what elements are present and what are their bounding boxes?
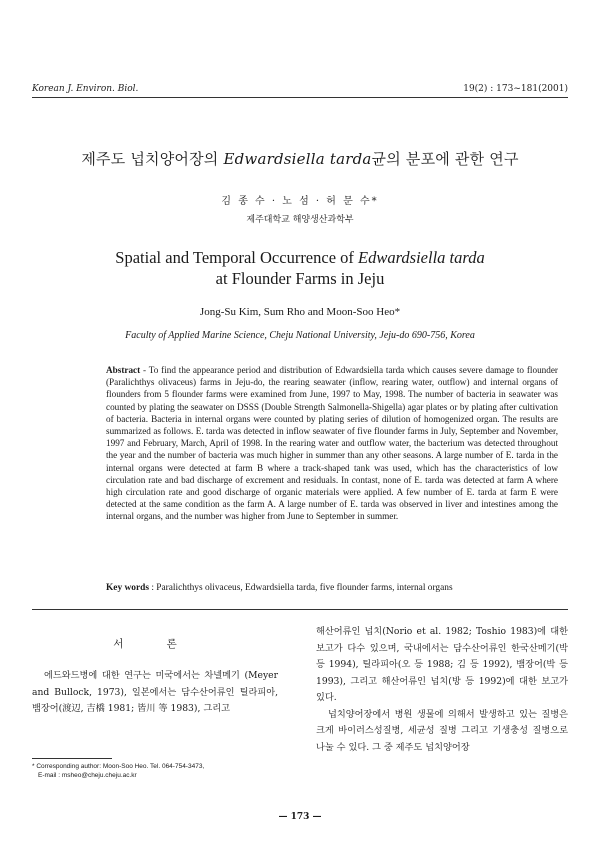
section-title: 서 론 <box>113 638 197 650</box>
title-korean <box>0 148 600 169</box>
page-number: — 173 — <box>278 812 322 822</box>
header-rule <box>32 97 568 98</box>
footnote-line1: * Corresponding author: Moon-Soo Heo. Tel. 064-754-3473, <box>32 763 205 770</box>
keywords-label: Key words <box>106 583 149 593</box>
volume-info: 19(2) : 173~181(2001) <box>463 84 568 94</box>
abstract <box>106 364 558 523</box>
title-korean-species: Edwardsiella tarda <box>223 150 372 168</box>
affiliation-korean: 제주대학교 해양생산과학부 <box>246 215 354 225</box>
title-korean-part2: 균의 분포에 관한 연구 <box>371 150 519 168</box>
left-column <box>32 668 278 718</box>
right-paragraph-1: 해산어류인 넙치(Norio et al. 1982; Toshio 1983)에 대한 보고가 다수 있으며, 국내에서는 담수산어류인 한국산메기(박 등 1994), 틸라피아(오 등 1988; 김 등 1992), 뱀장어(박 등 1993), 그리고 해산어류인 넙치(방 등 1992)에 대한 보고가 있다. <box>316 626 568 703</box>
right-column <box>316 624 568 756</box>
right-paragraph-2: 넙치양어장에서 병원 생물에 의해서 발생하고 있는 질병은 크게 바이러스성질병, 세균성 질병 그리고 기생충성 질병으로 나눌 수 있다. 그 중 제주도 넙치양어장 <box>316 708 568 753</box>
title-english-species: Edwardsiella tarda <box>358 248 485 267</box>
keywords-text: : Paralichthys olivaceus, Edwardsiella tarda, five flounder farms, internal organs <box>148 583 453 593</box>
title-korean-part1: 제주도 넙치양어장의 <box>81 150 224 168</box>
left-paragraph-1: 에드와드병에 대한 연구는 미국에서는 차넬메기 (Meyer and Bullock, 1973), 일본에서는 담수산어류인 틸라피아, 뱀장어(渡辺, 吉橋 1981; 皆川 等 1983), 그리고 <box>32 670 278 714</box>
authors-korean: 김 종 수 · 노 섬 · 허 문 수* <box>221 196 379 207</box>
title-english-line1 <box>0 247 600 268</box>
title-english-line2: at Flounder Farms in Jeju <box>215 269 385 288</box>
body-rule <box>32 609 568 610</box>
title-english <box>0 247 600 289</box>
footnote-line2: E-mail : msheo@cheju.cheju.ac.kr <box>38 772 137 779</box>
keywords <box>106 583 558 593</box>
footnote-rule <box>32 758 112 759</box>
journal-name: Korean J. Environ. Biol. <box>32 84 139 94</box>
running-header <box>32 84 568 94</box>
abstract-text: - To find the appearance period and distribution of Edwardsiella tarda which causes severe damage to flounder (Paralichthys olivaceus) farms in Jeju-do, the rearing seawater (inflow, rearing water, outflow) and internal organs of flounders from 5 flounder farms were examined from June, 1997 to May, 1998. The number of bacteria in seawater was counted by plating the seawater on DSSS (Double Strength Salmonella-Shigella) agar plates or by plating after cultivation of bacteria. Bacteria in internal organs were counted by plating series of dilution of homogenized organ. The results are summarized as follows. E. tarda was detected in inflow seawater of five flounder farms in July, September and November, 1997 and February, March, April of 1998. In the rearing water and outflow water, the bacterium was detected throughout the year and the number of bacteria was much higher in summer than any other seasons. A large number of E. tarda in the internal organs were detected at farm B where a track-shaped tank was used, which has the characteristics of low circulation rate and bad discharge of excrement and residuals. In contast, none of E. tarda was detected at farm A where high circulation rate and good discharge of organic materials were applied. A few number of E. tarda at farm E were detected at the same condition as the farm A. A large number of E. tarda was observed in liver and intestines among the internal organs, and the number was higher from June to September in summer. <box>106 365 558 522</box>
abstract-label: Abstract <box>106 365 141 375</box>
authors-english: Jong-Su Kim, Sum Rho and Moon-Soo Heo* <box>199 306 401 318</box>
affiliation-english: Faculty of Applied Marine Science, Cheju National University, Jeju-do 690-756, Korea <box>125 330 475 341</box>
title-english-prefix: Spatial and Temporal Occurrence of <box>115 248 359 267</box>
footnote <box>32 762 278 780</box>
